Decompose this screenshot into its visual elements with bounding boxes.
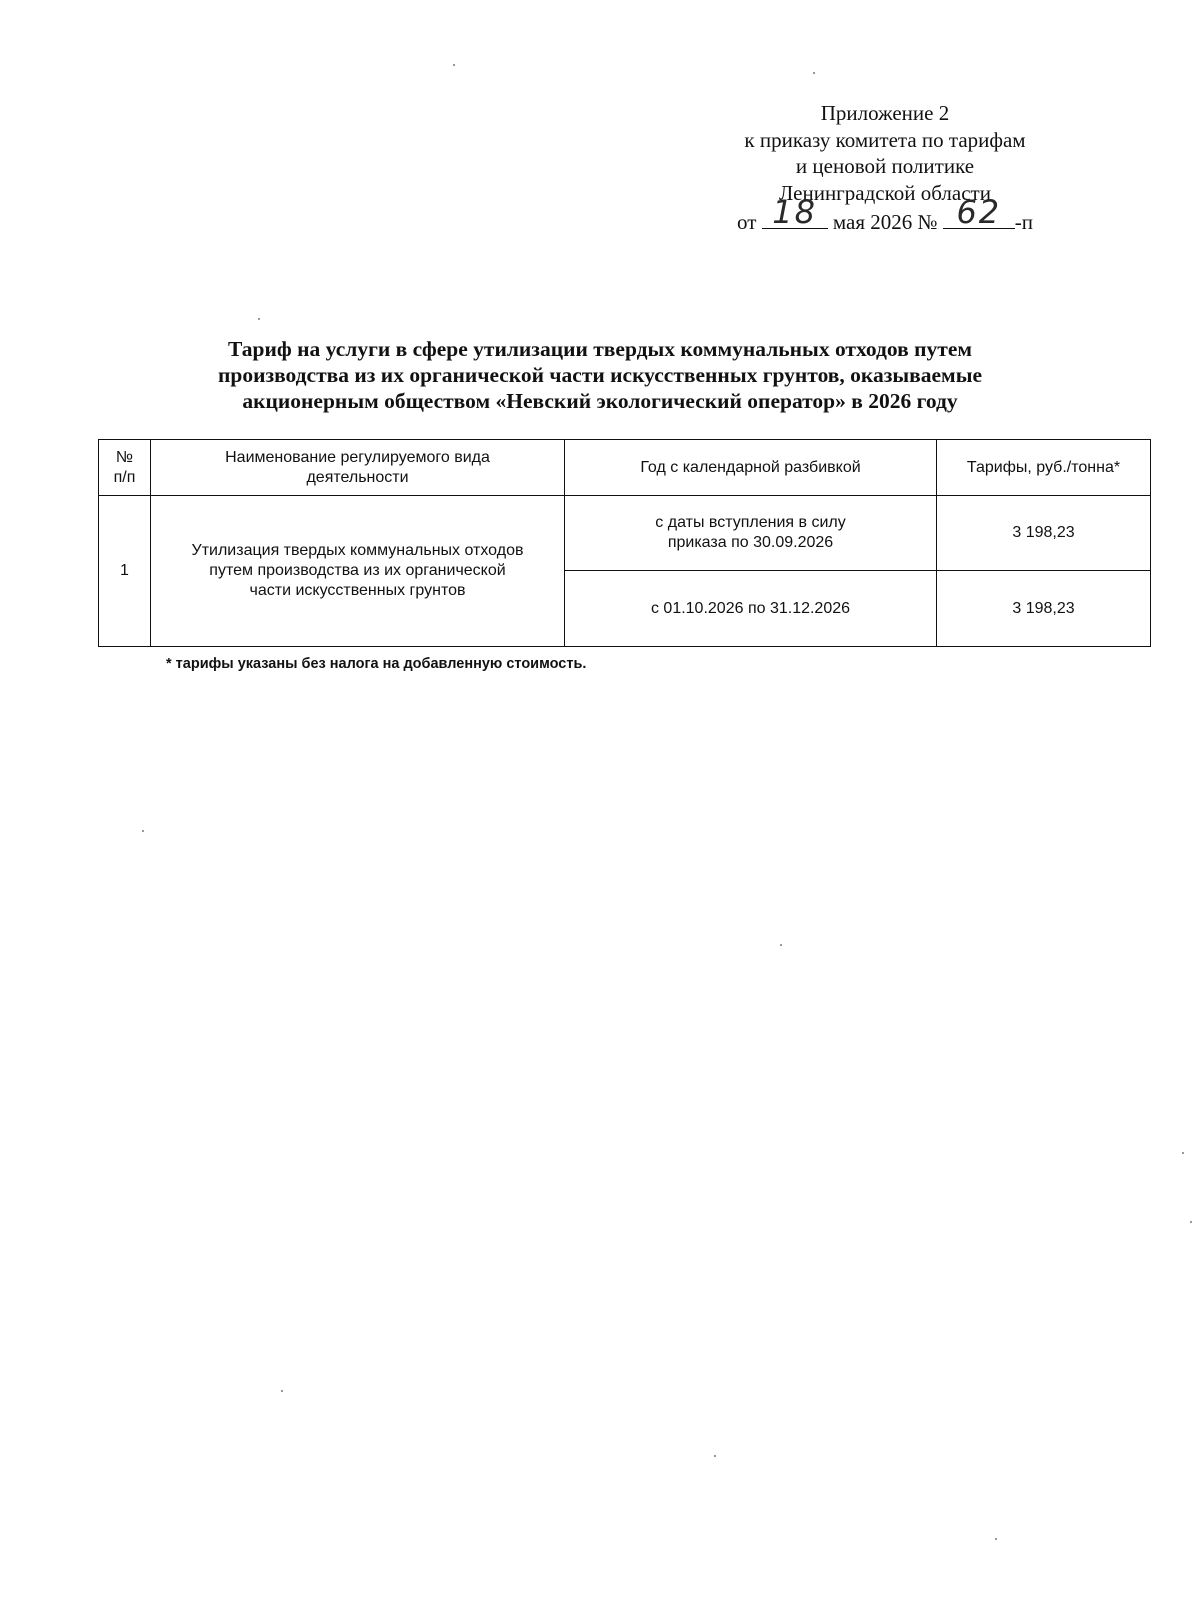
order-date-line [700, 193, 1070, 236]
activity-name [151, 496, 565, 647]
period-cell: с 01.10.2026 по 31.12.2026 [565, 571, 937, 647]
tariff-value: 3 198,23 [937, 496, 1151, 571]
header-activity-line: деятельности [306, 468, 409, 486]
header-tariff: Тарифы, руб./тонна* [937, 440, 1151, 496]
tariff-table [98, 439, 1151, 647]
scan-speck [1182, 1152, 1184, 1154]
tariff-value: 3 198,23 [937, 571, 1151, 647]
header-period: Год с календарной разбивкой [565, 440, 937, 496]
header-num-line: № [115, 448, 134, 466]
period-line: приказа по 30.09.2026 [667, 534, 834, 551]
scan-speck [813, 72, 815, 74]
activity-line: части искусственных грунтов [249, 582, 466, 599]
handwritten-order-number: 62 [956, 193, 1002, 231]
title-line: акционерным обществом «Невский экологический оператор» в 2026 году [242, 389, 958, 413]
order-suffix: -п [1014, 210, 1034, 234]
handwritten-day: 18 [772, 193, 817, 231]
footnote: * тарифы указаны без налога на добавленную стоимость. [166, 656, 587, 672]
table-row [99, 496, 1151, 571]
activity-line: путем производства из их органической [209, 562, 506, 579]
date-prefix: от [736, 210, 757, 234]
scan-speck [258, 318, 260, 320]
activity-line: Утилизация твердых коммунальных отходов [191, 542, 524, 559]
appendix-number: Приложение 2 [820, 101, 950, 125]
appendix-order-ref: к приказу комитета по тарифам [744, 127, 1026, 152]
appendix-block [700, 100, 1070, 236]
document-title [150, 336, 1050, 414]
scan-speck [453, 64, 455, 66]
month-year: мая 2026 № [832, 210, 938, 234]
table-header-row [99, 440, 1151, 496]
period-cell [565, 496, 937, 571]
appendix-region: Ленинградской области [779, 180, 991, 205]
header-activity-line: Наименование регулируемого вида [225, 448, 490, 466]
header-num-line: п/п [113, 468, 136, 486]
scan-speck [281, 1390, 283, 1392]
scan-speck [780, 944, 782, 946]
row-number: 1 [99, 496, 151, 647]
order-number-field [943, 193, 1015, 231]
day-field [762, 193, 828, 231]
period-line: с даты вступления в силу [655, 514, 846, 531]
scan-speck [714, 1455, 716, 1457]
title-line: Тариф на услуги в сфере утилизации твердых коммунальных отходов путем [227, 337, 973, 361]
header-num [99, 440, 151, 496]
appendix-committee: и ценовой политике [795, 154, 975, 178]
scan-speck [995, 1538, 997, 1540]
header-activity [151, 440, 565, 496]
scan-speck [1190, 1221, 1192, 1223]
scan-speck [142, 830, 144, 832]
title-line: производства из их органической части искусственных грунтов, оказываемые [217, 363, 983, 387]
